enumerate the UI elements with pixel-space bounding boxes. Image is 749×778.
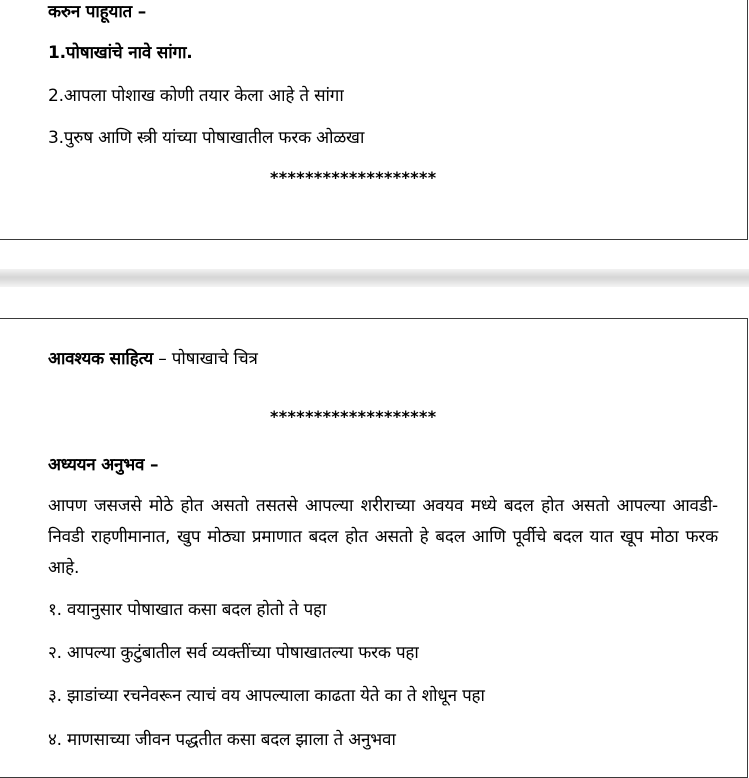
experience-paragraph: आपण जसजसे मोठे होत असतो तसतसे आपल्या शरीराच्या अवयव मध्ये बदल होत असतो आपल्या आवडी-निवडी राहणीमानात, खुप मोठ्या प्रमाणात बदल होत असतो हे बदल आणि पूर्वीचे बदल यात खूप मोठा फरक आहे. xyxy=(48,496,718,578)
page-divider xyxy=(0,269,749,287)
experience-heading: अध्ययन अनुभव – xyxy=(48,455,159,475)
separator-stars-top: ******************* xyxy=(270,168,437,187)
document-page-bottom xyxy=(0,318,748,778)
materials-label: आवश्यक साहित्य xyxy=(48,349,154,369)
materials-dash: – xyxy=(153,349,172,369)
experience-item-4: ४. माणसाच्या जीवन पद्धतीत कसा बदल झाला ते अनुभवा xyxy=(48,730,396,750)
experience-item-1: १. वयानुसार पोषाखात कसा बदल होतो ते पहा xyxy=(48,600,327,620)
activity-heading: करुन पाहूयात – xyxy=(48,2,147,22)
materials-line xyxy=(48,348,258,370)
document-page-top xyxy=(0,0,748,240)
materials-value: पोषाखाचे चित्र xyxy=(171,349,258,369)
experience-item-3: ३. झाडांच्या रचनेवरून त्याचं वय आपल्याला काढता येते का ते शोधून पहा xyxy=(48,686,485,706)
experience-item-2: २. आपल्या कुटुंबातील सर्व व्यक्तींच्या पोषाखातल्या फरक पहा xyxy=(48,643,419,663)
question-2: 2.आपला पोशाख कोणी तयार केला आहे ते सांगा xyxy=(48,86,344,106)
question-1: 1.पोषाखांचे नावे सांगा. xyxy=(48,43,193,63)
separator-stars-bottom: ******************* xyxy=(270,407,437,426)
question-3: 3.पुरुष आणि स्त्री यांच्या पोषाखातील फरक ओळखा xyxy=(48,128,365,148)
page-gap xyxy=(0,240,749,318)
